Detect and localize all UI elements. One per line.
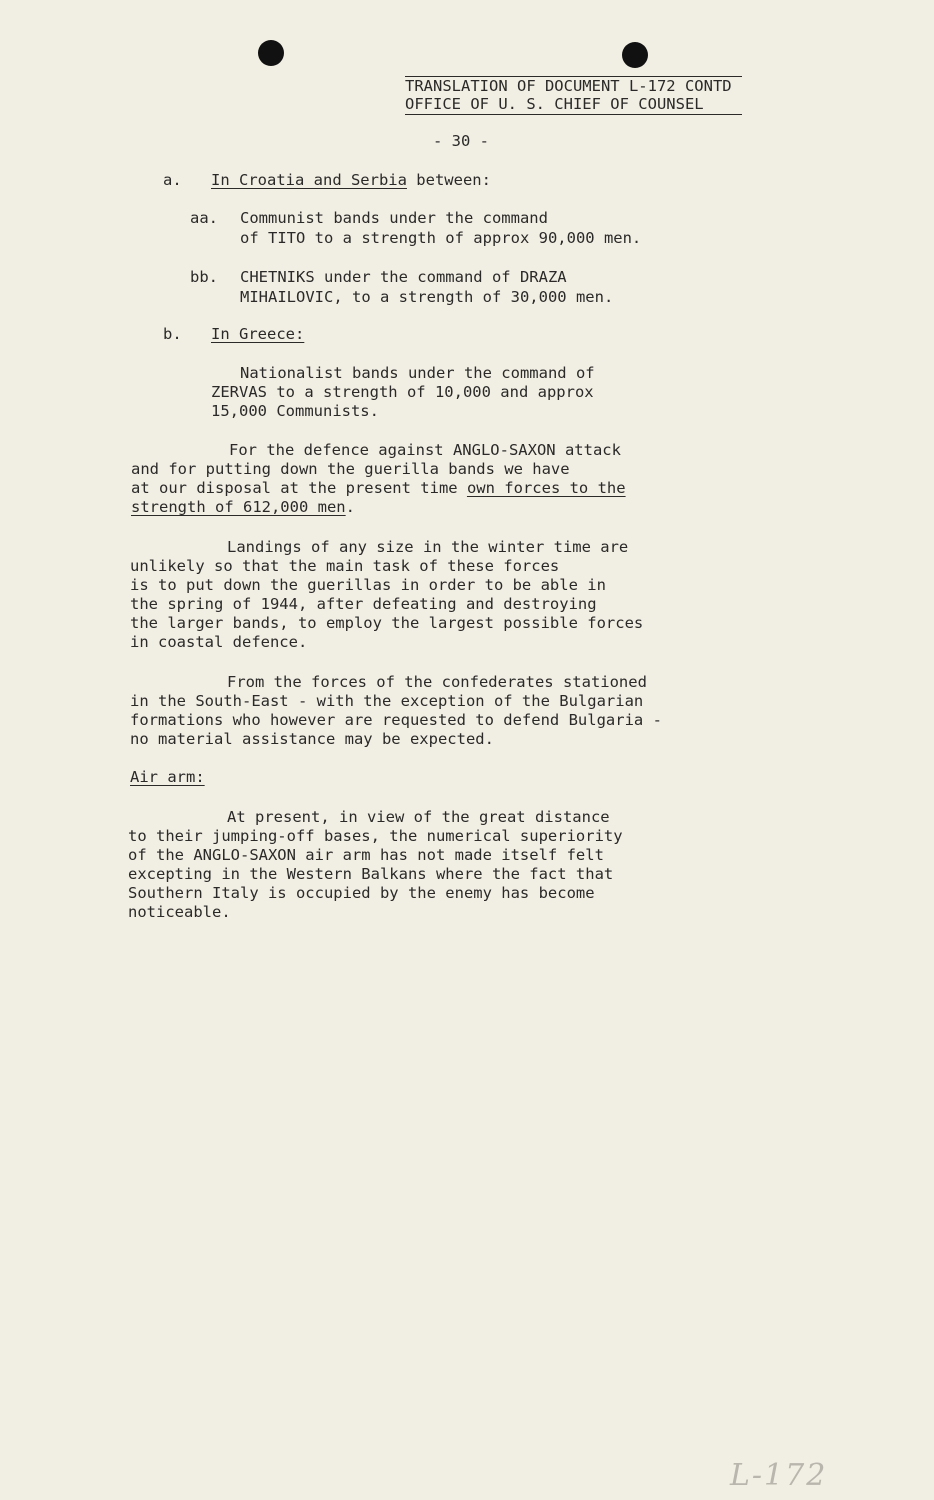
header-office-line: OFFICE OF U. S. CHIEF OF COUNSEL bbox=[405, 95, 704, 113]
air-arm-line-4: excepting in the Western Balkans where the fact that bbox=[128, 865, 614, 883]
confederates-line-1: From the forces of the confederates stationed bbox=[227, 673, 647, 691]
air-arm-line-1: At present, in view of the great distance bbox=[227, 808, 610, 826]
item-aa-line-1: Communist bands under the command bbox=[240, 209, 548, 227]
landings-line-6: in coastal defence. bbox=[130, 633, 308, 651]
section-a-heading-tail: between: bbox=[406, 171, 491, 189]
item-aa-line-2: of TITO to a strength of approx 90,000 men. bbox=[240, 229, 642, 247]
header-bottom-rule bbox=[405, 114, 742, 115]
landings-line-5: the larger bands, to employ the largest possible forces bbox=[130, 614, 644, 632]
header-translation-line: TRANSLATION OF DOCUMENT L-172 CONTD bbox=[405, 77, 732, 95]
defence-line-1: For the defence against ANGLO-SAXON attack bbox=[229, 441, 621, 459]
item-bb-line-1: CHETNIKS under the command of DRAZA bbox=[240, 268, 567, 286]
punch-hole-right bbox=[622, 42, 648, 68]
landings-line-1: Landings of any size in the winter time are bbox=[227, 538, 629, 556]
defence-line-2: and for putting down the guerilla bands we have bbox=[131, 460, 570, 478]
defence-strength-emphasis: strength of 612,000 men bbox=[131, 498, 346, 516]
item-bb-marker: bb. bbox=[190, 268, 218, 286]
section-a-marker: a. bbox=[163, 171, 182, 189]
section-b-heading: In Greece: bbox=[211, 325, 305, 343]
air-arm-line-6: noticeable. bbox=[128, 903, 231, 921]
landings-line-3: is to put down the guerillas in order to be able in bbox=[130, 576, 606, 594]
confederates-line-2: in the South-East - with the exception of the Bulgarian bbox=[130, 692, 644, 710]
air-arm-line-5: Southern Italy is occupied by the enemy has become bbox=[128, 884, 595, 902]
confederates-line-4: no material assistance may be expected. bbox=[130, 730, 494, 748]
item-bb-line-2: MIHAILOVIC, to a strength of 30,000 men. bbox=[240, 288, 614, 306]
section-b-line-3: 15,000 Communists. bbox=[211, 402, 379, 420]
air-arm-line-2: to their jumping-off bases, the numerical superiority bbox=[128, 827, 623, 845]
section-b-line-2: ZERVAS to a strength of 10,000 and approx bbox=[211, 383, 594, 401]
defence-forces-emphasis: own forces to the bbox=[466, 479, 626, 497]
punch-hole-left bbox=[258, 40, 284, 66]
section-b-marker: b. bbox=[163, 325, 182, 343]
item-aa-marker: aa. bbox=[190, 209, 218, 227]
section-a-heading: In Croatia and Serbia bbox=[211, 171, 407, 189]
handwritten-margin-note: L-172 bbox=[730, 1458, 828, 1493]
defence-line-4 bbox=[131, 498, 355, 517]
defence-line-3 bbox=[131, 479, 626, 498]
air-arm-line-3: of the ANGLO-SAXON air arm has not made itself felt bbox=[128, 846, 604, 864]
landings-line-4: the spring of 1944, after defeating and destroying bbox=[130, 595, 597, 613]
section-b-line-1: Nationalist bands under the command of bbox=[240, 364, 595, 382]
defence-line-4-tail: . bbox=[345, 498, 355, 516]
defence-line-3-text: at our disposal at the present time bbox=[131, 479, 467, 497]
confederates-line-3: formations who however are requested to defend Bulgaria - bbox=[130, 711, 662, 729]
page-number: - 30 - bbox=[433, 132, 489, 150]
air-arm-heading: Air arm: bbox=[130, 768, 205, 786]
section-a-heading-row bbox=[211, 171, 491, 190]
landings-line-2: unlikely so that the main task of these forces bbox=[130, 557, 560, 575]
